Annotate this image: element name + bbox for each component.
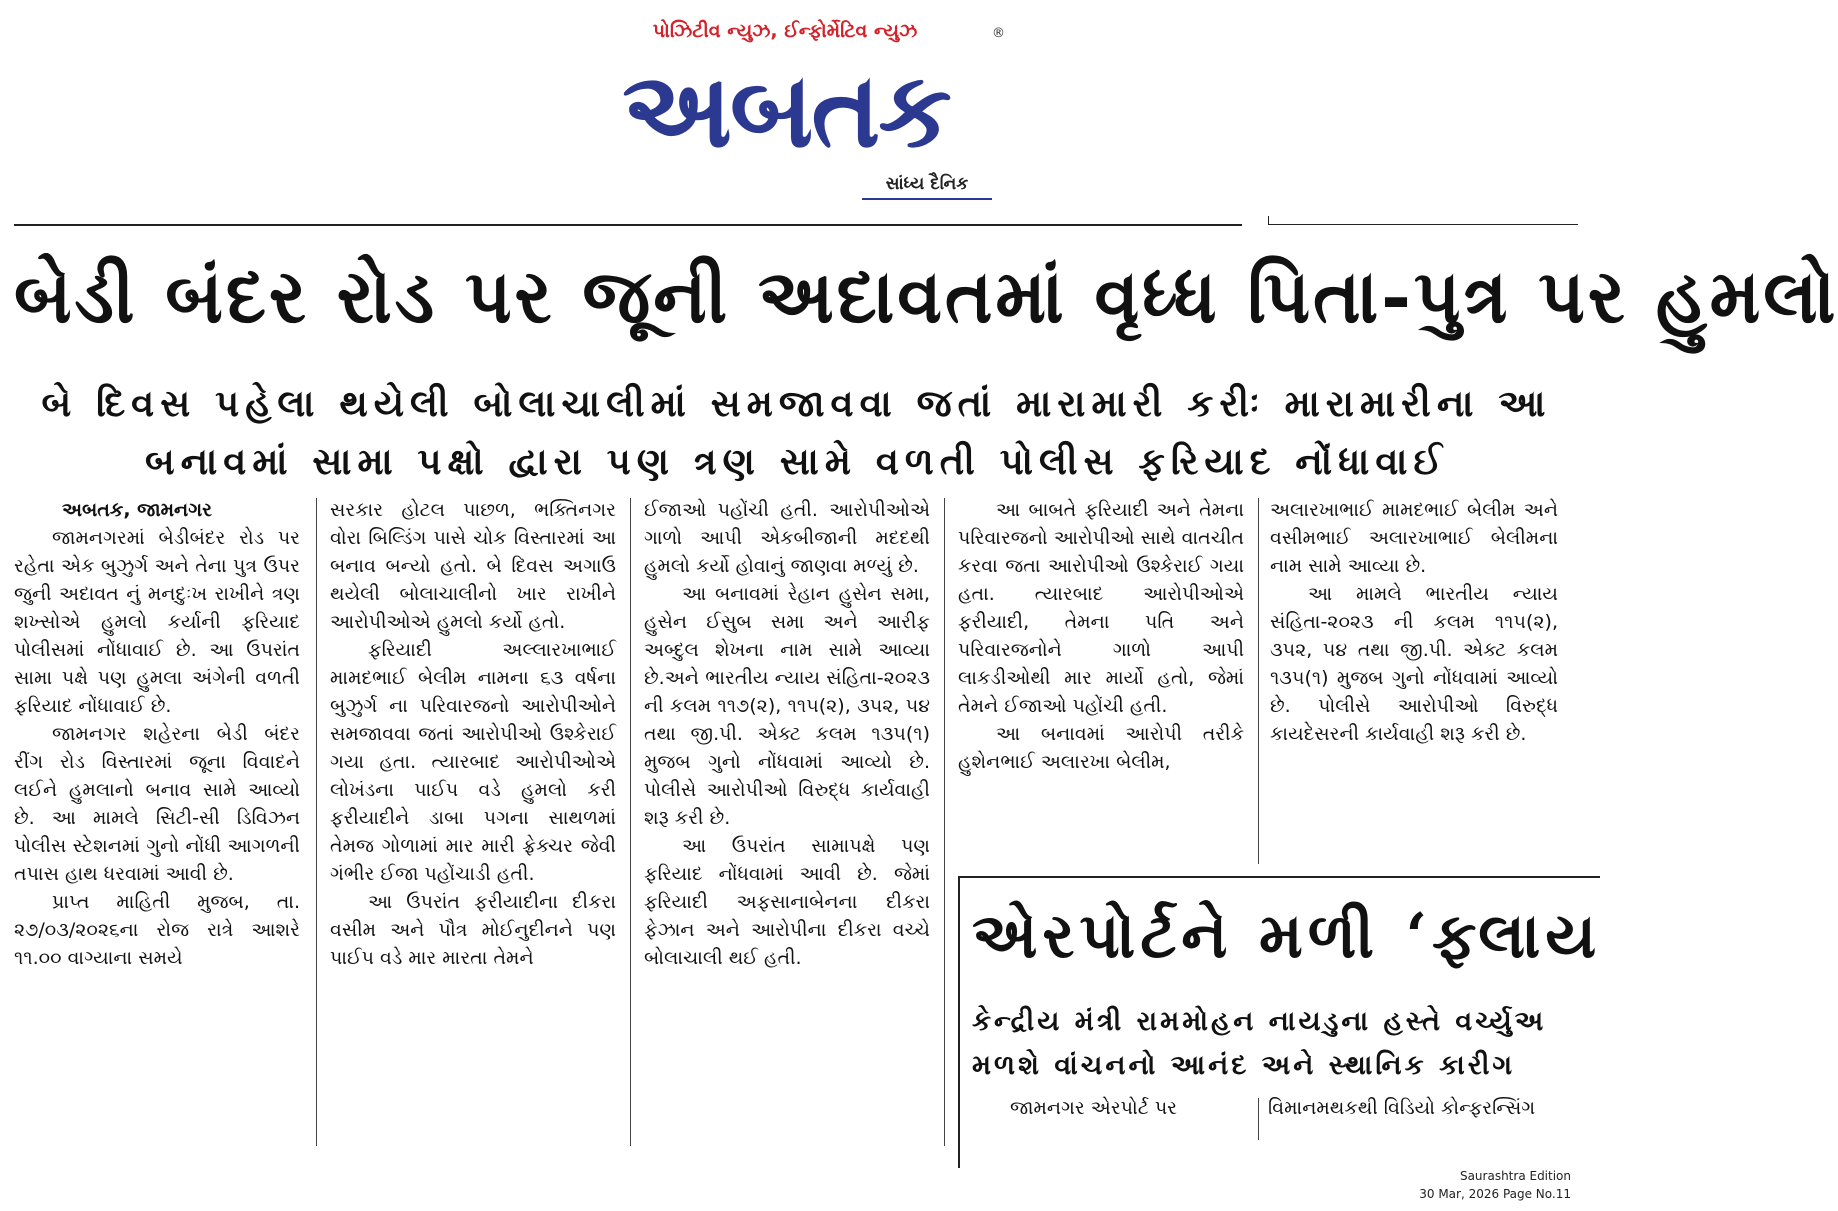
secondary-column-1 [972, 1094, 1252, 1122]
paragraph: પ્રાપ્ત માહિતી મુજબ, તા. ૨૭/૦૩/૨૦૨૬ના રોજ રાત્રે આશરે ૧૧.૦૦ વાગ્યાના સમયે [14, 891, 300, 969]
masthead [560, 10, 1010, 210]
secondary-subhead-2: મળશે વાંચનનો આનંદ અને સ્થાનિક કારીગ [972, 1050, 1516, 1081]
secondary-headline: એરપોર્ટને મળી ‘ફ્લાય [972, 899, 1602, 972]
story-column-3 [644, 496, 930, 972]
crop-mask [960, 1140, 1593, 1166]
story-column-4 [958, 496, 1244, 776]
story-column-5 [1270, 496, 1558, 748]
newspaper-logo [570, 50, 1002, 170]
secondary-column-2 [1268, 1094, 1568, 1122]
column-divider [630, 498, 631, 1146]
paragraph: સરકાર હોટલ પાછળ, ભક્તિનગર વોરા બિલ્ડિંગ પાસે ચોક વિસ્તારમાં આ બનાવ બન્યો હતો. બે દિવસ અગાઉ થયેલી બોલાચાલીનો ખાર રાખીને આરોપીઓએ હુમલો કર્યો હતો. [330, 499, 616, 633]
subheadline-line-1: બે દિવસ પહેલા થયેલી બોલાચાલીમાં સમજાવવા જતાં મારામારી કરીઃ મારામારીના આ [41, 382, 1552, 425]
top-rule [14, 224, 1242, 226]
footer-edition: Saurashtra Edition [1459, 1169, 1571, 1183]
edition-underline [862, 198, 992, 200]
column-divider [1258, 1098, 1259, 1142]
column-divider [944, 498, 945, 1146]
paragraph: જામનગરમાં બેડીબંદર રોડ પર રહેતા એક બુઝુર્ગ અને તેના પુત્ર ઉપર જુની અદાવત નું મનદુઃખ રાખીને ત્રણ શખ્સોએ હુમલો કર્યાની ફરિયાદ પોલીસમાં નોંધાવાઈ છે. આ ઉપરાંત સામા પક્ષે પણ હુમલા અંગેની વળતી ફરિયાદ નોંધાવાઈ છે. [14, 527, 300, 717]
paragraph: ફરિયાદી અલ્લારખાભાઈ મામદભાઈ બેલીમ નામના ૬૩ વર્ષના બુઝુર્ગ ના પરિવારજનો આરોપીઓને સમજાવવા જતાં આરોપીઓ ઉશ્કેરાઈ ગયા હતા. ત્યારબાદ આરોપીઓએ લોખંડના પાઈપ વડે હુમલો કરી ફરીયાદીને ડાબા પગના સાથળમાં તેમજ ગોળામાં માર મારી ફ્રેક્ચર જેવી ગંભીર ઈજા પહોંચાડી હતી. [330, 639, 616, 885]
masthead-tagline: પોઝિટીવ ન્યુઝ, ઈન્ફોર્મેટિવ ન્યુઝ [652, 20, 918, 42]
paragraph: આ મામલે ભારતીય ન્યાય સંહિતા-૨૦૨૩ ની કલમ ૧૧૫(૨), ૩૫૨, ૫૪ તથા જી.પી. એક્ટ કલમ ૧૩૫(૧) મુજબ ગુનો નોંધવામાં આવ્યો છે. પોલીસે આરોપીઓ વિરુદ્ધ કાયદેસરની કાર્યવાહી શરૂ કરી છે. [1270, 583, 1558, 745]
top-rule-right [1268, 224, 1578, 225]
top-rule-tick [1268, 216, 1269, 224]
paragraph: આ ઉપરાંત સામાપક્ષે પણ ફરિયાદ નોંધવામાં આવી છે. જેમાં ફરિયાદી અફસાનાબેનના દીકરા ફેઝાન અને આરોપીના દીકરા વચ્ચે બોલાચાલી થઈ હતી. [644, 835, 930, 969]
paragraph: વિમાનમથકથી વિડિયો કોન્ફરન્સિંગ [1268, 1097, 1536, 1119]
main-headline: બેડી બંદર રોડ પર જૂની અદાવતમાં વૃધ્ધ પિતા-પુત્ર પર હુમલો [14, 254, 1838, 340]
paragraph: આ બાબતે ફરિયાદી અને તેમના પરિવારજનો આરોપીઓ સાથે વાતચીત કરવા જતા આરોપીઓ ઉશ્કેરાઈ ગયા હતા. ત્યારબાદ આરોપીઓએ ફરીયાદી, તેમના પતિ અને પરિવારજનોને ગાળો આપી લાકડીઓથી માર માર્યો હતો, જેમાં તેમને ઈજાઓ પહોંચી હતી. [958, 499, 1244, 717]
paragraph: આ બનાવમાં રેહાન હુસેન સમા, હુસેન ઈસુબ સમા અને આરીફ અબ્દુલ શેખના નામ સામે આવ્યા છે.અને ભારતીય ન્યાય સંહિતા-૨૦૨૩ ની કલમ ૧૧૭(૨), ૧૧૫(૨), ૩૫૨, ૫૪ તથા જી.પી. એક્ટ કલમ ૧૩૫(૧) મુજબ ગુનો નોંધવામાં આવ્યો છે. પોલીસે આરોપીઓ વિરુદ્ધ કાર્યવાહી શરૂ કરી છે. [644, 583, 930, 829]
subheadline-line-2: બનાવમાં સામા પક્ષો દ્વારા પણ ત્રણ સામે વળતી પોલીસ ફરિયાદ નોંધાવાઈ [144, 440, 1449, 483]
edition-type: સાંધ્ય દૈનિક [885, 174, 969, 194]
logo-text: અબતક [622, 49, 950, 171]
footer-date-page: 30 Mar, 2026 Page No.11 [1419, 1187, 1571, 1201]
paragraph: જામનગર શહેરના બેડી બંદર રીંગ રોડ વિસ્તારમાં જૂના વિવાદને લઈને હુમલાનો બનાવ સામે આવ્યો છે. આ મામલે સિટી-સી ડિવિઝન પોલીસ સ્ટેશનમાં ગુનો નોંધી આગળની તપાસ હાથ ધરવામાં આવી છે. [14, 723, 300, 885]
paragraph: ઈજાઓ પહોંચી હતી. આરોપીઓએ ગાળો આપી એકબીજાની મદદથી હુમલો કર્યો હોવાનું જાણવા મળ્યું છે. [644, 499, 930, 577]
paragraph: અલારખાભાઈ મામદભાઈ બેલીમ અને વસીમભાઈ અલારખાભાઈ બેલીમના નામ સામે આવ્યા છે. [1270, 499, 1558, 577]
paragraph: જામનગર એરપોર્ટ પર [1010, 1097, 1177, 1119]
column-divider [316, 498, 317, 1146]
story-column-2 [330, 496, 616, 972]
secondary-subhead-1: કેન્દ્રીય મંત્રી રામમોહન નાયડુના હસ્તે વર્ચ્યુઅ [972, 1006, 1547, 1037]
paragraph: આ ઉપરાંત ફરીયાદીના દીકરા વસીમ અને પૌત્ર મોઈનુદીનને પણ પાઈપ વડે માર મારતા તેમને [330, 891, 616, 969]
dateline: અબતક, જામનગર [62, 499, 212, 521]
story-column-1 [14, 496, 300, 972]
paragraph: આ બનાવમાં આરોપી તરીકે હુશેનભાઈ અલારખા બેલીમ, [958, 723, 1244, 773]
column-divider [1258, 498, 1259, 864]
registered-mark: ® [992, 26, 1005, 41]
